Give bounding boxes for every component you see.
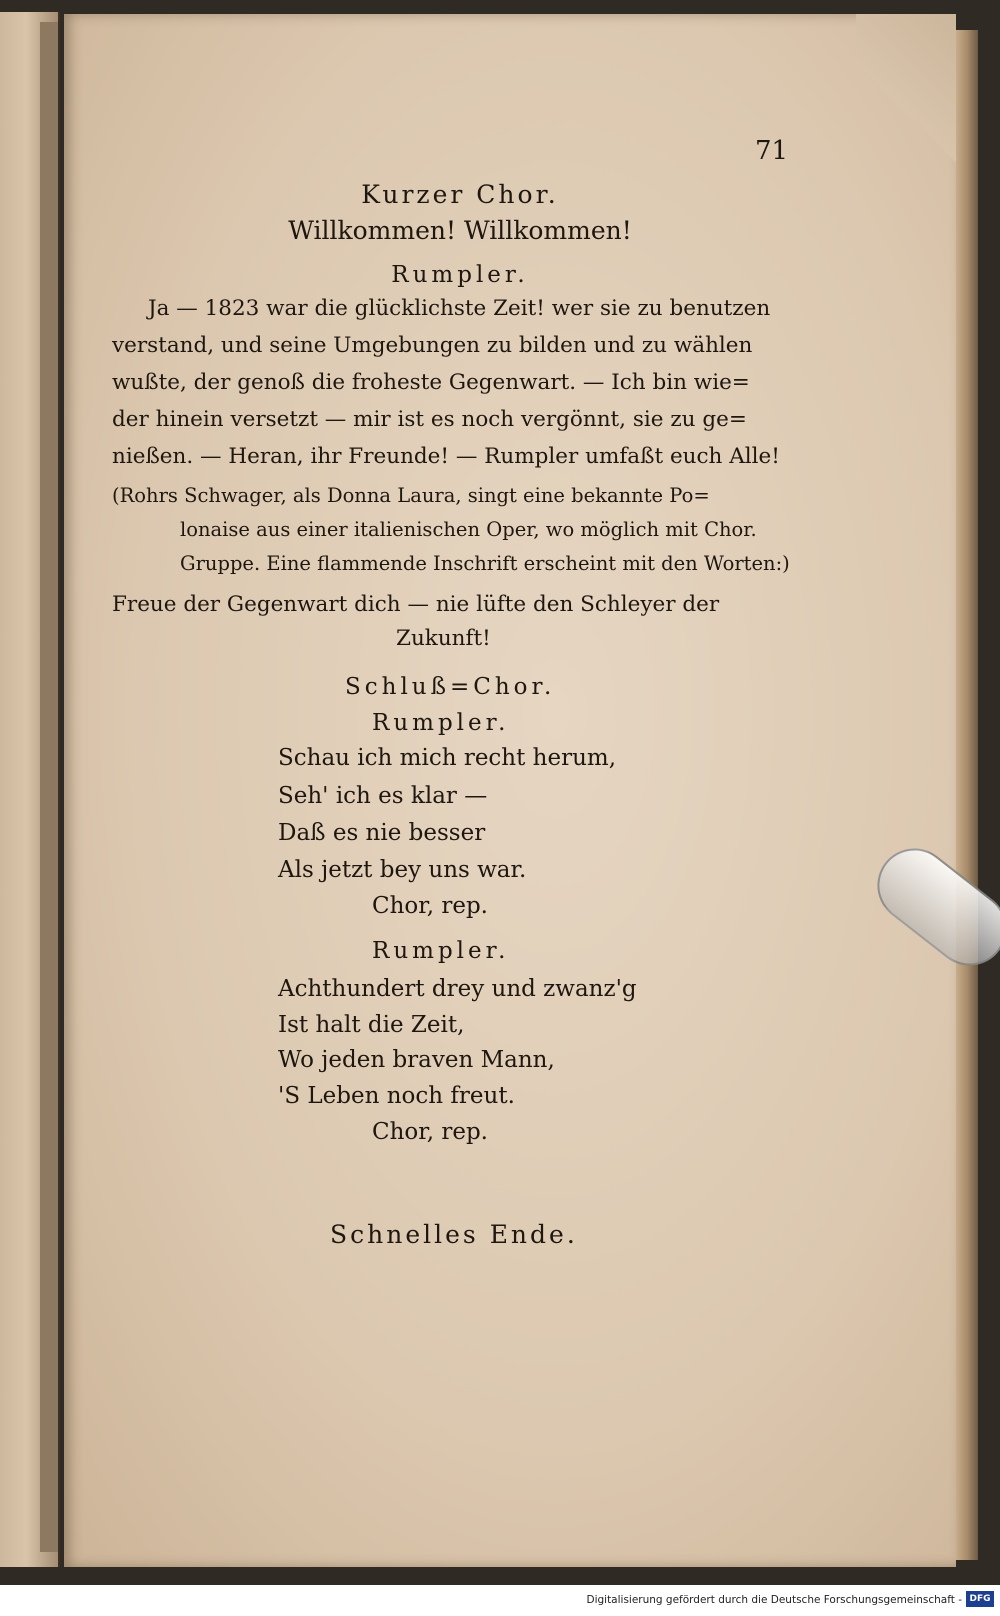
chor-rep: Chor, rep. bbox=[372, 1119, 488, 1145]
verse-line: Seh' ich es klar — bbox=[278, 783, 488, 809]
heading-kurzer-chor: Kurzer Chor. bbox=[361, 180, 559, 209]
verse-line: Daß es nie besser bbox=[278, 820, 486, 846]
stage-direction-line: lonaise aus einer italienischen Oper, wo möglich mit Chor. bbox=[180, 518, 757, 541]
monologue-line: der hinein versetzt — mir ist es noch vergönnt, sie zu ge= bbox=[112, 407, 747, 432]
right-page-edge bbox=[956, 30, 978, 1560]
monologue-line: Ja — 1823 war die glücklichste Zeit! wer sie zu benutzen bbox=[148, 296, 771, 321]
willkommen-line: Willkommen! Willkommen! bbox=[288, 216, 632, 245]
heading-schluss-chor: Schluß=Chor. bbox=[345, 674, 556, 700]
verse-line: 'S Leben noch freut. bbox=[278, 1083, 515, 1109]
speaker-rumpler: Rumpler. bbox=[372, 710, 510, 736]
stage-direction-line: (Rohrs Schwager, als Donna Laura, singt eine bekannte Po= bbox=[112, 484, 710, 507]
speaker-rumpler: Rumpler. bbox=[391, 262, 529, 288]
monologue-line: wußte, der genoß die froheste Gegenwart. — Ich bin wie= bbox=[112, 370, 750, 395]
chor-rep: Chor, rep. bbox=[372, 893, 488, 919]
monologue-line: nießen. — Heran, ihr Freunde! — Rumpler umfaßt euch Alle! bbox=[112, 444, 780, 469]
speaker-rumpler: Rumpler. bbox=[372, 938, 510, 964]
inscription-line: Freue der Gegenwart dich — nie lüfte den Schleyer der bbox=[112, 592, 720, 617]
verse-line: Wo jeden braven Mann, bbox=[278, 1047, 555, 1073]
page-number: 71 bbox=[755, 136, 789, 166]
corner-fold bbox=[856, 14, 956, 214]
verse-line: Schau ich mich recht herum, bbox=[278, 745, 617, 771]
ending-line: Schnelles Ende. bbox=[330, 1220, 578, 1249]
stage-direction-line: Gruppe. Eine flammende Inschrift erscheint mit den Worten:) bbox=[180, 552, 790, 575]
left-page-gutter bbox=[40, 22, 58, 1552]
monologue-line: verstand, und seine Umgebungen zu bilden und zu wählen bbox=[112, 333, 753, 358]
dfg-logo: DFG bbox=[966, 1591, 994, 1607]
verse-line: Achthundert drey und zwanz'g bbox=[278, 976, 637, 1002]
left-page-edge bbox=[0, 12, 60, 1567]
inscription-line: Zukunft! bbox=[396, 626, 491, 651]
verse-line: Ist halt die Zeit, bbox=[278, 1012, 465, 1038]
book-page bbox=[64, 14, 956, 1567]
footer-credit: Digitalisierung gefördert durch die Deutsche Forschungsgemeinschaft - bbox=[586, 1594, 962, 1606]
verse-line: Als jetzt bey uns war. bbox=[278, 857, 527, 883]
